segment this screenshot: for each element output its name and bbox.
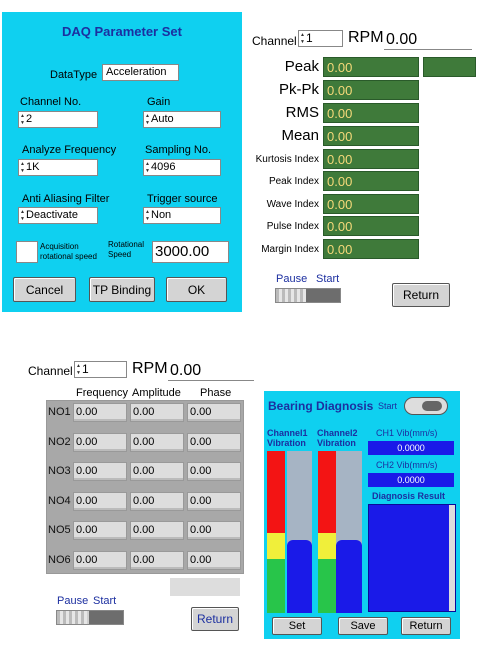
measure-row-value: 0.00 bbox=[323, 171, 419, 191]
result-scrollbar[interactable] bbox=[449, 505, 455, 611]
diagnosis-result-area[interactable] bbox=[368, 504, 456, 612]
harmonic-cell: 0.00 bbox=[130, 492, 184, 511]
trigger-source-value: Non bbox=[151, 209, 172, 221]
channel1-meter-fill bbox=[287, 540, 312, 613]
harmonic-table bbox=[46, 400, 244, 574]
sampling-no-label: Sampling No. bbox=[145, 144, 212, 156]
spinner-arrows-icon: ▲ ▼ bbox=[145, 209, 150, 222]
harmonic-row-number: NO2 bbox=[48, 435, 71, 448]
datatype-value: Acceleration bbox=[106, 66, 167, 78]
measure-row-value: 0.00 bbox=[323, 126, 419, 146]
bearing-start-label: Start bbox=[378, 401, 398, 411]
harmonic-cell: 0.00 bbox=[73, 492, 127, 511]
channel2-level-scale bbox=[318, 451, 336, 613]
trigger-source-label: Trigger source bbox=[147, 193, 218, 205]
harmonic-cell: 0.00 bbox=[187, 551, 241, 570]
rotational-speed-label: Rotational Speed bbox=[108, 240, 145, 259]
measure-row-value: 0.00 bbox=[323, 57, 419, 77]
rotational-speed-input[interactable]: 3000.00 bbox=[152, 241, 229, 263]
harmonic-row-number: NO5 bbox=[48, 524, 71, 536]
harmonic-cell: 0.00 bbox=[130, 403, 184, 422]
tp-binding-button[interactable]: TP Binding bbox=[89, 277, 155, 302]
measure-pause-label: Pause bbox=[276, 273, 308, 285]
harmonic-row-number: NO4 bbox=[48, 494, 71, 507]
peak-indicator bbox=[423, 57, 476, 77]
harmonic-cell: 0.00 bbox=[130, 462, 184, 481]
spinner-arrows-icon: ▲ ▼ bbox=[300, 32, 305, 45]
harmonic-cell: 0.00 bbox=[73, 521, 127, 540]
harmonic-cell: 0.00 bbox=[187, 403, 241, 422]
bearing-diagnosis-panel bbox=[264, 391, 460, 639]
toggle-knob bbox=[57, 611, 87, 624]
datatype-label: DataType bbox=[50, 69, 98, 81]
anti-aliasing-spinner[interactable] bbox=[18, 207, 98, 224]
harmonic-row-number: NO1 bbox=[48, 406, 71, 418]
harmonic-row-number: NO6 bbox=[48, 553, 71, 566]
header-amplitude: Amplitude bbox=[132, 387, 181, 399]
harmonic-row-number: NO3 bbox=[48, 465, 71, 477]
toggle-track bbox=[89, 611, 123, 624]
anti-aliasing-value: Deactivate bbox=[26, 209, 78, 221]
ch2-vib-value: 0.0000 bbox=[368, 473, 454, 487]
save-button[interactable]: Save bbox=[338, 617, 388, 635]
switch-knob bbox=[422, 401, 442, 411]
acquisition-label: Acquisition rotational speed bbox=[40, 242, 97, 261]
spinner-arrows-icon: ▲ ▼ bbox=[20, 113, 25, 126]
daq-title: DAQ Parameter Set bbox=[62, 24, 182, 39]
ch1-vib-label: CH1 Vib(mm/s) bbox=[376, 428, 438, 438]
header-frequency: Frequency bbox=[76, 387, 128, 399]
ok-button[interactable]: OK bbox=[166, 277, 227, 302]
toggle-track bbox=[306, 289, 340, 302]
analyze-frequency-label: Analyze Frequency bbox=[22, 144, 117, 156]
harmonic-cell: 0.00 bbox=[73, 433, 127, 452]
harmonic-cell: 0.00 bbox=[130, 433, 184, 452]
measure-row-value: 0.00 bbox=[323, 149, 419, 169]
harmonic-cell: 0.00 bbox=[73, 403, 127, 422]
trigger-source-spinner[interactable] bbox=[143, 207, 221, 224]
channel-no-label: Channel No. bbox=[20, 96, 82, 108]
bearing-start-switch[interactable] bbox=[404, 397, 448, 415]
diagnosis-result-label: Diagnosis Result bbox=[372, 491, 446, 501]
daq-parameter-panel bbox=[2, 12, 242, 312]
measure-rpm-label: RPM bbox=[348, 29, 384, 46]
channel1-vibration-label: Channel1 Vibration bbox=[267, 428, 308, 448]
gain-label: Gain bbox=[147, 96, 171, 108]
bearing-title: Bearing Diagnosis bbox=[268, 399, 374, 413]
harmonic-pause-start-toggle[interactable] bbox=[56, 610, 124, 625]
bearing-return-button[interactable]: Return bbox=[401, 617, 451, 635]
measure-row-label: Mean bbox=[281, 127, 319, 144]
measure-pause-start-toggle[interactable] bbox=[275, 288, 341, 303]
measure-row-label: Kurtosis Index bbox=[255, 154, 319, 165]
harmonic-pause-label: Pause bbox=[57, 595, 89, 607]
measure-rpm-value: 0.00 bbox=[384, 29, 472, 50]
harmonic-cell: 0.00 bbox=[187, 462, 241, 481]
gain-value: Auto bbox=[151, 113, 174, 125]
measure-row-value: 0.00 bbox=[323, 239, 419, 259]
channel2-meter bbox=[336, 451, 362, 613]
measure-row-value: 0.00 bbox=[323, 103, 419, 123]
harmonic-channel-value: 1 bbox=[82, 362, 89, 376]
measure-channel-spinner[interactable] bbox=[298, 30, 343, 47]
harmonic-cell: 0.00 bbox=[187, 433, 241, 452]
channel1-level-scale bbox=[267, 451, 285, 613]
set-button[interactable]: Set bbox=[272, 617, 322, 635]
measure-row-label: RMS bbox=[285, 104, 319, 121]
spinner-arrows-icon: ▲ ▼ bbox=[145, 113, 150, 126]
harmonic-cell: 0.00 bbox=[187, 492, 241, 511]
spinner-arrows-icon: ▲ ▼ bbox=[20, 209, 25, 222]
measure-row-label: Pk-Pk bbox=[278, 81, 319, 98]
toggle-knob bbox=[276, 289, 306, 302]
measure-row-label: Margin Index bbox=[261, 244, 319, 255]
measure-row-label: Peak Index bbox=[268, 176, 319, 187]
measure-channel-label: Channel bbox=[252, 34, 297, 48]
harmonic-channel-label: Channel bbox=[28, 364, 73, 378]
harmonic-rpm-label: RPM bbox=[132, 360, 168, 377]
channel-no-value: 2 bbox=[26, 113, 33, 125]
spinner-arrows-icon: ▲ ▼ bbox=[76, 363, 81, 376]
harmonic-cell: 0.00 bbox=[73, 462, 127, 481]
header-phase: Phase bbox=[200, 387, 232, 399]
measure-start-label: Start bbox=[316, 273, 340, 285]
channel1-meter bbox=[287, 451, 312, 613]
spinner-arrows-icon: ▲ ▼ bbox=[20, 161, 25, 174]
cancel-button[interactable]: Cancel bbox=[13, 277, 76, 302]
acquisition-checkbox[interactable] bbox=[16, 241, 38, 263]
analyze-frequency-spinner[interactable] bbox=[18, 159, 98, 176]
measure-channel-value: 1 bbox=[306, 31, 313, 45]
measure-return-button[interactable]: Return bbox=[392, 283, 450, 307]
sampling-no-value: 4096 bbox=[151, 161, 176, 173]
sampling-no-spinner[interactable] bbox=[143, 159, 221, 176]
analyze-frequency-value: 1K bbox=[26, 161, 40, 173]
measure-row-label: Pulse Index bbox=[266, 221, 319, 232]
channel2-meter-fill bbox=[336, 540, 362, 613]
measure-row-value: 0.00 bbox=[323, 80, 419, 100]
gain-spinner[interactable] bbox=[143, 111, 221, 128]
channel2-vibration-label: Channel2 Vibration bbox=[317, 428, 358, 448]
harmonic-cell: 0.00 bbox=[187, 521, 241, 540]
measure-row-label: Wave Index bbox=[266, 199, 319, 210]
measure-row-value: 0.00 bbox=[323, 194, 419, 214]
harmonic-start-label: Start bbox=[93, 595, 117, 607]
channel-no-spinner[interactable] bbox=[18, 111, 98, 128]
anti-aliasing-label: Anti Aliasing Filter bbox=[22, 193, 110, 205]
harmonic-cell: 0.00 bbox=[130, 551, 184, 570]
harmonic-cell: 0.00 bbox=[73, 551, 127, 570]
harmonic-rpm-value: 0.00 bbox=[168, 360, 254, 381]
measure-row-value: 0.00 bbox=[323, 216, 419, 236]
harmonic-channel-spinner[interactable] bbox=[74, 361, 127, 378]
harmonic-return-button[interactable]: Return bbox=[191, 607, 239, 631]
harmonic-cell: 0.00 bbox=[130, 521, 184, 540]
ch1-vib-value: 0.0000 bbox=[368, 441, 454, 455]
ch2-vib-label: CH2 Vib(mm/s) bbox=[376, 460, 438, 470]
measure-row-label: Peak bbox=[284, 58, 319, 75]
datatype-select[interactable] bbox=[102, 64, 179, 81]
spinner-arrows-icon: ▲ ▼ bbox=[145, 161, 150, 174]
harmonic-empty-field bbox=[170, 578, 240, 596]
